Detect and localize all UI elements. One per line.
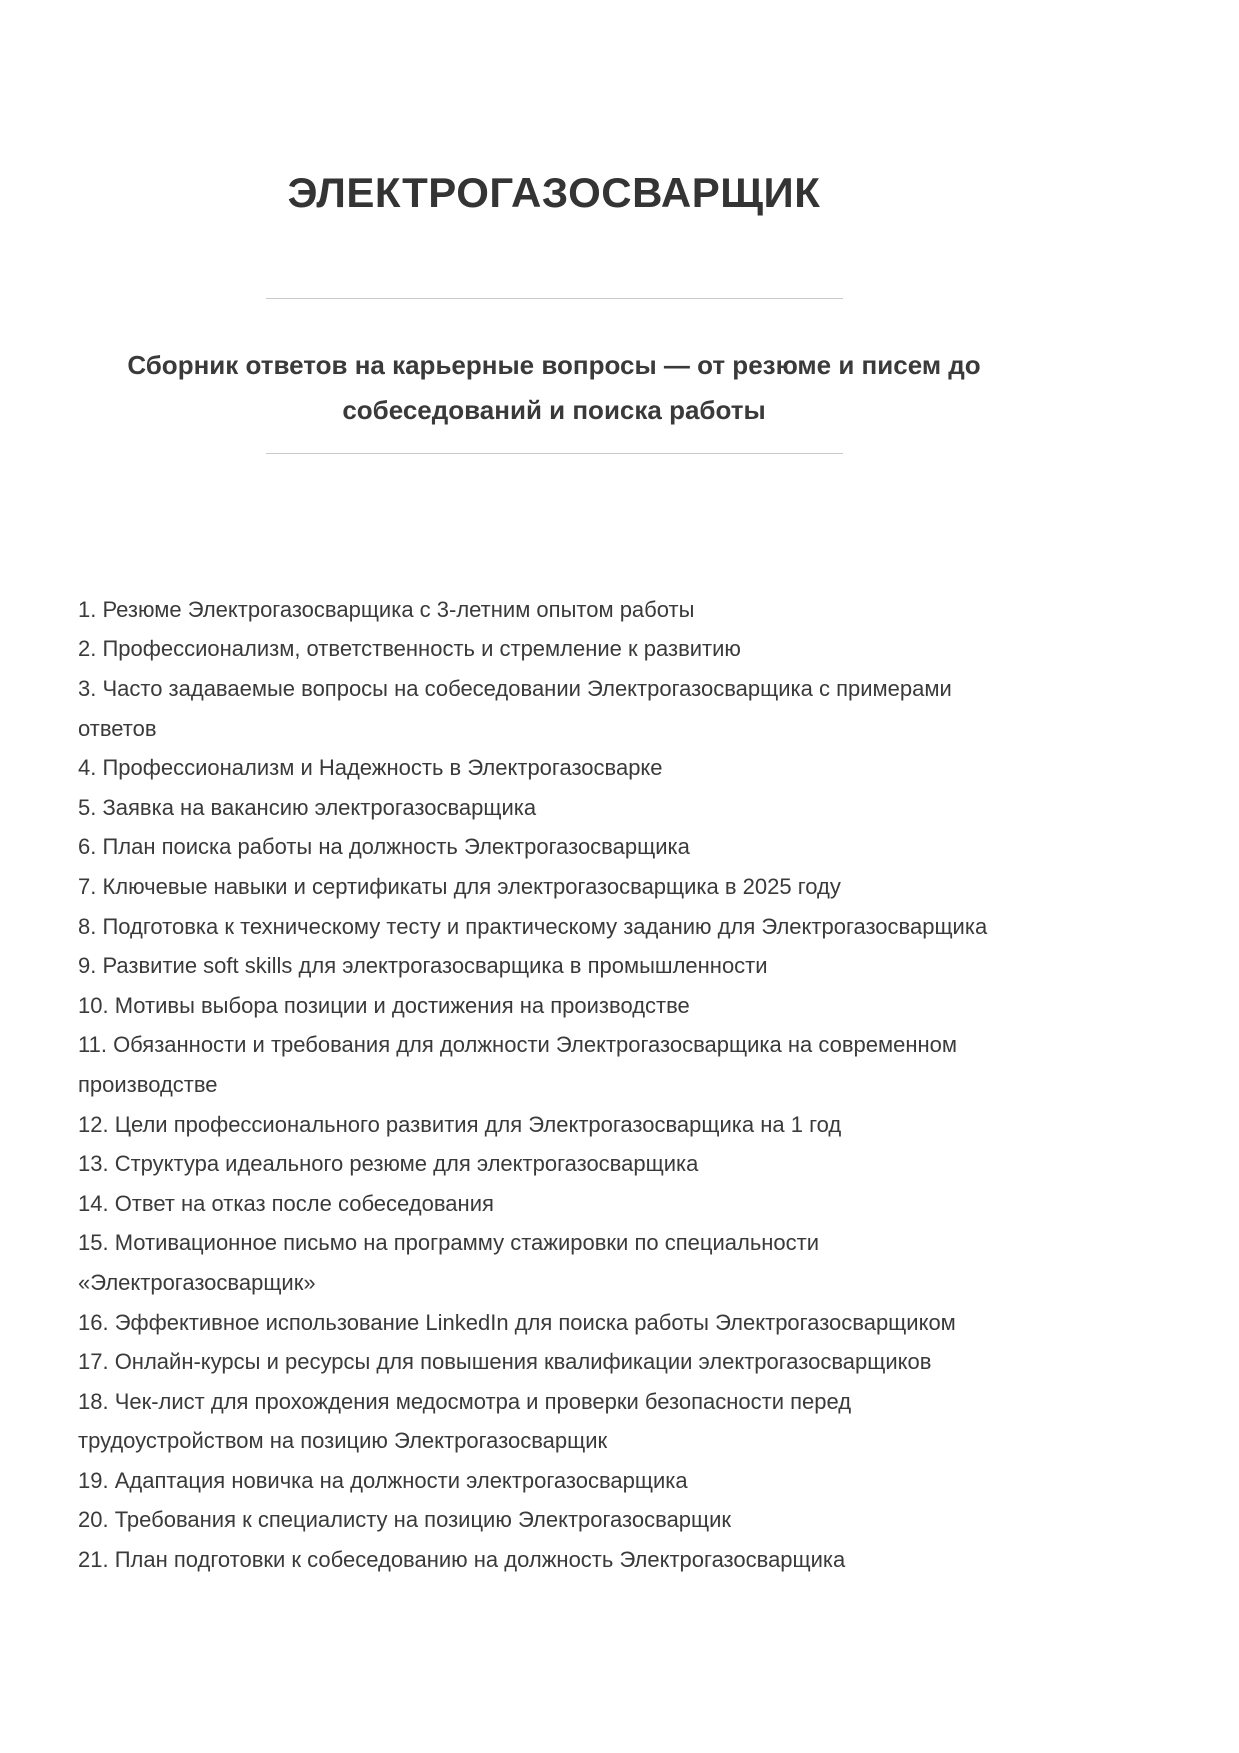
toc-item: 3. Часто задаваемые вопросы на собеседовании Электрогазосварщика с примерами ответов (78, 676, 952, 741)
toc-item: 2. Профессионализм, ответственность и стремление к развитию (78, 636, 741, 662)
toc-item: 18. Чек-лист для прохождения медосмотра и проверки безопасности перед трудоустройством на позицию Электрогазосварщик (78, 1388, 852, 1454)
toc-item: 20. Требования к специалисту на позицию Электрогазосварщик (78, 1507, 732, 1533)
toc-item: 7. Ключевые навыки и сертификаты для электрогазосварщика в 2025 году (78, 873, 841, 899)
divider-bottom (266, 453, 843, 454)
toc-item: 21. План подготовки к собеседованию на должность Электрогазосварщика (78, 1547, 846, 1573)
toc-item: 6. План поиска работы на должность Электрогазосварщика (78, 834, 690, 860)
toc-item: 13. Структура идеального резюме для электрогазосварщика (78, 1151, 699, 1177)
toc-item: 15. Мотивационное письмо на программу стажировки по специальности «Электрогазосварщик» (78, 1230, 820, 1295)
divider-top (266, 298, 843, 299)
toc-item: 9. Развитие soft skills для электрогазосварщика в промышленности (78, 953, 768, 979)
toc-item: 1. Резюме Электрогазосварщика с 3-летним опытом работы (78, 596, 695, 622)
toc-item: 19. Адаптация новичка на должности электрогазосварщика (78, 1467, 688, 1493)
toc-item: 17. Онлайн-курсы и ресурсы для повышения квалификации электрогазосварщиков (78, 1349, 932, 1375)
toc-item: 14. Ответ на отказ после собеседования (78, 1190, 494, 1216)
toc-item: 16. Эффективное использование LinkedIn для поиска работы Электрогазосварщиком (78, 1309, 956, 1335)
toc-item: 8. Подготовка к техническому тесту и практическому заданию для Электрогазосварщика (78, 913, 988, 939)
page-subtitle: Сборник ответов на карьерные вопросы — от резюме и писем до собеседований и поиска работы (127, 350, 981, 426)
toc-item: 12. Цели профессионального развития для Электрогазосварщика на 1 год (78, 1111, 842, 1137)
toc-list (78, 590, 1030, 1580)
page-title: ЭЛЕКТРОГАЗОСВАРЩИК (287, 169, 821, 216)
toc-item: 5. Заявка на вакансию электрогазосварщика (78, 794, 537, 820)
toc-item: 4. Профессионализм и Надежность в Электрогазосварке (78, 755, 663, 781)
toc-item: 10. Мотивы выбора позиции и достижения на производстве (78, 992, 690, 1018)
toc-item: 11. Обязанности и требования для должности Электрогазосварщика на современном производстве (78, 1032, 958, 1097)
document-content (78, 168, 1030, 1580)
